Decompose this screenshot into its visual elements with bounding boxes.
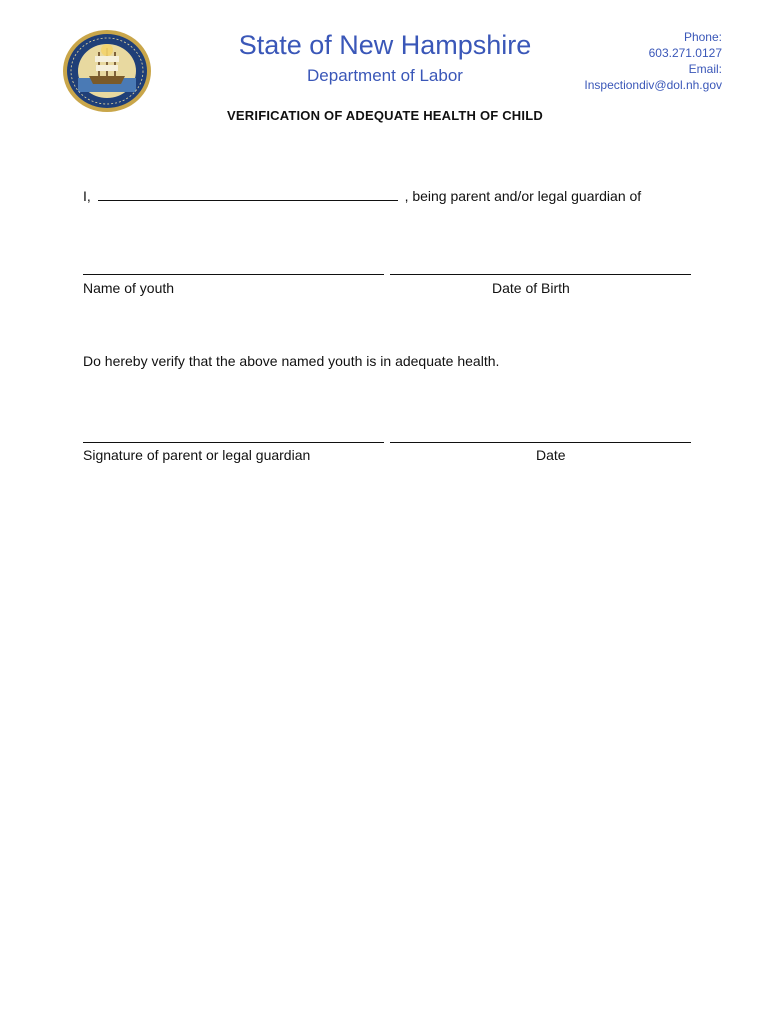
- guardian-suffix: , being parent and/or legal guardian of: [404, 188, 642, 204]
- date-of-birth-field[interactable]: [390, 274, 691, 275]
- phone-label: Phone:: [683, 30, 722, 44]
- guardian-prefix: I,: [83, 188, 91, 204]
- signature-field[interactable]: [83, 442, 384, 443]
- youth-name-field[interactable]: [83, 274, 384, 275]
- agency-title: State of New Hampshire: [238, 30, 532, 60]
- guardian-line: [83, 186, 641, 204]
- phone-number: 603.271.0127: [648, 46, 722, 60]
- youth-name-label: Name of youth: [83, 280, 175, 296]
- signature-date-field[interactable]: [390, 442, 691, 443]
- signature-label: Signature of parent or legal guardian: [83, 447, 311, 463]
- contact-block: [584, 29, 722, 93]
- guardian-name-field[interactable]: [98, 186, 398, 201]
- form-title: VERIFICATION OF ADEQUATE HEALTH OF CHILD: [227, 108, 543, 123]
- signature-date-label: Date: [536, 447, 566, 463]
- date-of-birth-label: Date of Birth: [492, 280, 570, 296]
- verification-statement: Do hereby verify that the above named youth is in adequate health.: [83, 353, 500, 369]
- email-address: Inspectiondiv@dol.nh.gov: [584, 78, 722, 92]
- nh-state-seal-icon: [59, 28, 155, 114]
- department-subtitle: Department of Labor: [307, 66, 463, 85]
- email-label: Email:: [688, 62, 722, 76]
